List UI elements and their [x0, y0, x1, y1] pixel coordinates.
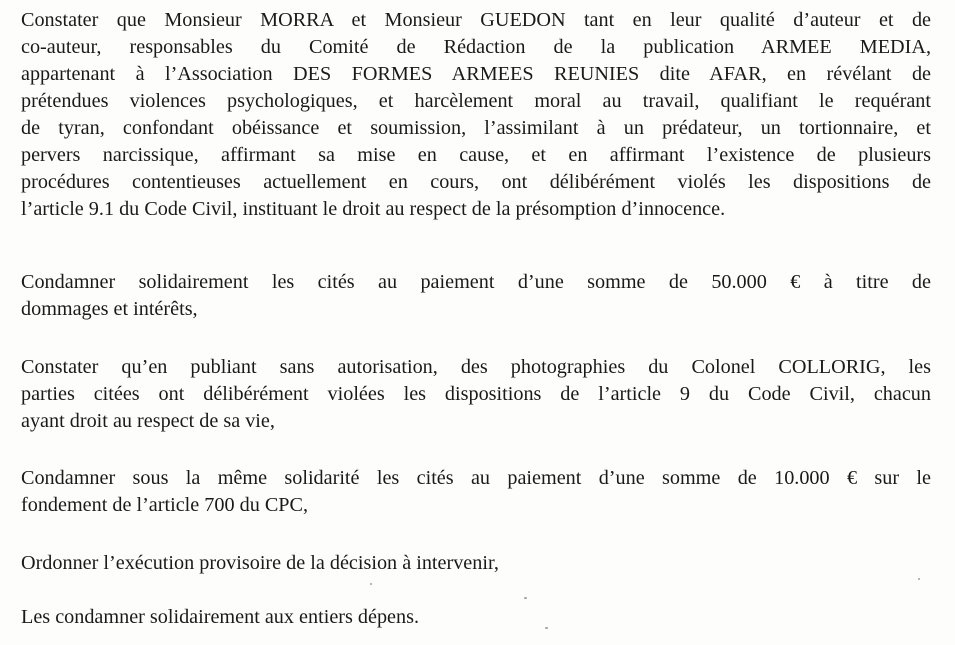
paragraph-provisional-execution — [21, 550, 931, 577]
scan-speck — [545, 627, 548, 629]
text-line: l’article 9.1 du Code Civil, instituant le droit au respect de la présomption d’innocence. — [21, 198, 726, 220]
text-line: dommages et intérêts, — [21, 298, 198, 320]
text-line: Condamner sous la même solidarité les cités au paiement d’une somme de 10.000 € sur le — [21, 467, 931, 489]
paragraph-photographs — [21, 354, 931, 435]
text-line: parties citées ont délibérément violées les dispositions de l’article 9 du Code Civil, chacun — [21, 383, 931, 405]
paragraph-damages-50000 — [21, 269, 931, 323]
paragraph-costs — [21, 604, 931, 631]
text-line: co-auteur, responsables du Comité de Rédaction de la publication ARMEE MEDIA, — [21, 36, 931, 58]
text-line: pervers narcissique, affirmant sa mise en cause, et en affirmant l’existence de plusieurs — [21, 144, 931, 166]
text-line: de tyran, confondant obéissance et soumission, l’assimilant à un prédateur, un tortionnaire, et — [21, 117, 931, 139]
text-line: Constater qu’en publiant sans autorisation, des photographies du Colonel COLLORIG, les — [21, 356, 931, 378]
text-line: appartenant à l’Association DES FORMES ARMEES REUNIES dite AFAR, en révélant de — [21, 63, 931, 85]
scan-speck — [524, 597, 527, 599]
scan-speck — [918, 578, 920, 580]
paragraph-presumption-innocence — [21, 7, 931, 223]
scan-speck — [370, 583, 372, 585]
text-line: ayant droit au respect de sa vie, — [21, 410, 275, 432]
text-line: Condamner solidairement les cités au paiement d’une somme de 50.000 € à titre de — [21, 271, 931, 293]
text-line: fondement de l’article 700 du CPC, — [21, 494, 309, 516]
text-line: Constater que Monsieur MORRA et Monsieur GUEDON tant en leur qualité d’auteur et de — [21, 9, 931, 31]
paragraph-article-700 — [21, 465, 931, 519]
text-line: Les condamner solidairement aux entiers dépens. — [21, 606, 420, 628]
text-line: prétendues violences psychologiques, et harcèlement moral au travail, qualifiant le requérant — [21, 90, 931, 112]
text-line: Ordonner l’exécution provisoire de la décision à intervenir, — [21, 552, 499, 574]
text-line: procédures contentieuses actuellement en cours, ont délibérément violés les dispositions de — [21, 171, 931, 193]
